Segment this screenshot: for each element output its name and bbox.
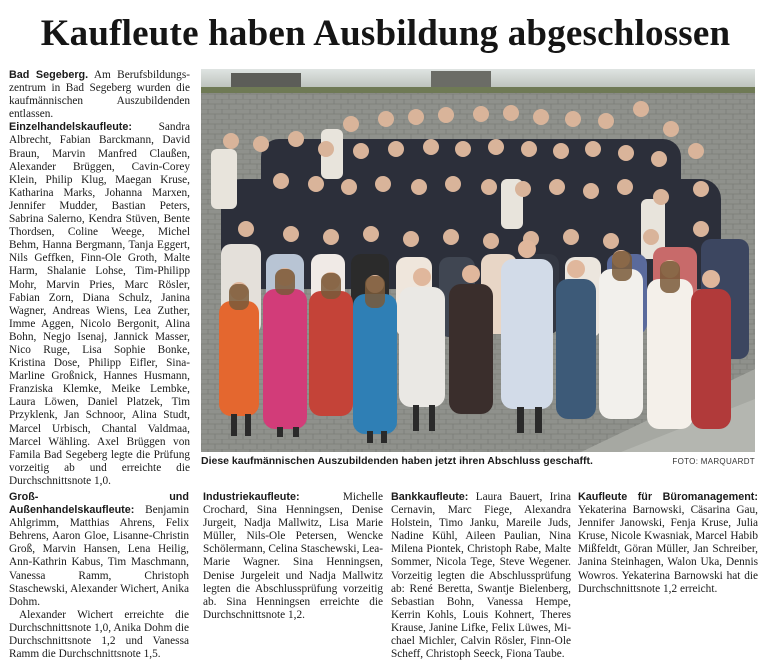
buero-paragraph [578, 491, 758, 596]
photo-caption: Diese kaufmännischen Auszubildenden haben jetzt ihren Abschluss geschafft. [201, 455, 593, 467]
gross-paragraph [9, 491, 189, 609]
bank-heading: Bankkaufleute: [391, 491, 469, 503]
industrie-names: Michelle Crochard, Sina Henningsen, Denise Jurgeit, Nadja Mallwitz, Lisa Marie Müller, Nils-Ole Petersen, Wencke Schölermann, Celina Staschewski, Lea-Marie Wagner. Sina Henningsen, Denise Jurgeleit und Nadja Mallwitz legten die Abschlussprüfung vorzeitig ab. Sina Henningsen erreichte die Durchschnittsnote 1,2. [203, 491, 383, 621]
gross-note: Alexander Wichert erreichte die Durchschnittsnote 1,0, Anika Dohm die Durchschnittsnote 1,2 und Vanessa Ramm die Durchschnittsnote 1,5. [9, 608, 189, 661]
headline: Kaufleute haben Ausbildung abgeschlossen [40, 13, 731, 54]
column-gross-handel [9, 491, 189, 661]
buero-names: Yekaterina Barnowski, Cäsarina Gau, Jennifer Janowski, Fenja Kruse, Julia Kruse, Nicole Kwasniak, Marcel Habib Mißfeldt, Göran Müller, Jan Schreiber, Janina Steinhagen, Walon Uka, Dennis Wowros. Yekaterina Barnowski hat die Durchschnittsnote 1,2 erreicht. [578, 504, 758, 595]
photo-credit: FOTO: MARQUARDT [672, 457, 755, 466]
einzelhandel-heading: Einzelhandelskaufleute: [9, 121, 132, 134]
group-photo [201, 69, 755, 452]
intro-text: Am Berufsbildungszentrum in Bad Segeberg wurden die kaufmännischen Auszubildenden entlassen. [9, 69, 190, 121]
group-photo-image [201, 69, 755, 452]
left-column [9, 69, 190, 488]
bank-paragraph [391, 491, 571, 661]
gross-heading: Groß- und Außenhandelskaufleute: [9, 491, 189, 517]
column-industrie [203, 491, 383, 622]
column-bank [391, 491, 571, 661]
industrie-heading: Industriekaufleute: [203, 491, 300, 503]
column-buero [578, 491, 758, 596]
einzelhandel-names: Sandra Albrecht, Fabian Barckmann, David Braun, Marvin Manfred Claußen, Alexander Brüggen, Cavin-Corey Klein, Philip Klug, Maegan Kruse, Katharina Marks, Johanna Marxen, Jennifer Mudder, Bastian Peters, Sabrina Salerno, Kendra Stüven, Bente Thordsen, Coline Weege, Michel Behm, Hanna Bergmann, Tanja Eggert, Nils Geffken, Finn-Ole Groth, Malte Harm, Shalanie Lohse, Tim-Philipp Mohr, Marvin Pries, Marc Rösler, Fabian Zorn, Diana Schulz, Janina Wagner, Andreas Wiens, Lea Zuther, Imme Aggen, Nicolo Bergonit, Alina Bohn, Negjo Isenaj, Jannick Masser, Nico Ruge, Lisa Sophie Bonke, Kristina Dose, Philipp Eifler, Sina-Marline Großnick, Hannes Husmann, Franziska Klemke, Meike Lembke, Laura Löwen, Daniel Platzek, Tim Przyklenk, Jan Schnoor, Alina Studt, Marcel Urbisch, Chantal Valdmaa, Marcel Wähling. Axel Brüggen von Famila Bad Segeberg legte die Prüfung vorzeitig ab und erreichte die Durchschnittsnote 1,0. [9, 121, 190, 487]
dateline: Bad Segeberg. [9, 69, 89, 81]
buero-heading: Kaufleute für Büromanagement: [578, 491, 758, 503]
gross-names: Benjamin Ahlgrimm, Matthias Ahrens, Felix Behrens, Aaron Gloe, Lisanne-Christin Groß, Marvin Hansen, Lena Heilig, Ann-Kathrin Kabus, Tim Maschmann, Vanessa Ramm, Christoph Staschewski, Alexander Wichert, Anika Dohm. [9, 504, 189, 608]
industrie-paragraph [203, 491, 383, 622]
einzelhandel-paragraph [9, 121, 190, 488]
bank-names: Laura Bauert, Irina Cernavin, Marc Fiege, Alexandra Holstein, Timo Janku, Mareile Juds, Nadine Kühl, Aileen Paulian, Nina Milena Piontek, Christoph Rabe, Malte Sommer, Nicola Tege, Steve Wegener. Vorzeitig legten die Abschlussprüfung ab: René Beretta, Swantje Bielenberg, Sebastian Bohn, Vanessa Hempe, Kerrin Kohls, Louis Kohnert, Theres Krause, Janine Lifke, Felix Lüwes, Michael Michler, Calvin Rösler, Finn-Ole Scheff, Christoph Seeck, Fiona Taube. [391, 491, 571, 661]
intro-paragraph [9, 69, 190, 121]
